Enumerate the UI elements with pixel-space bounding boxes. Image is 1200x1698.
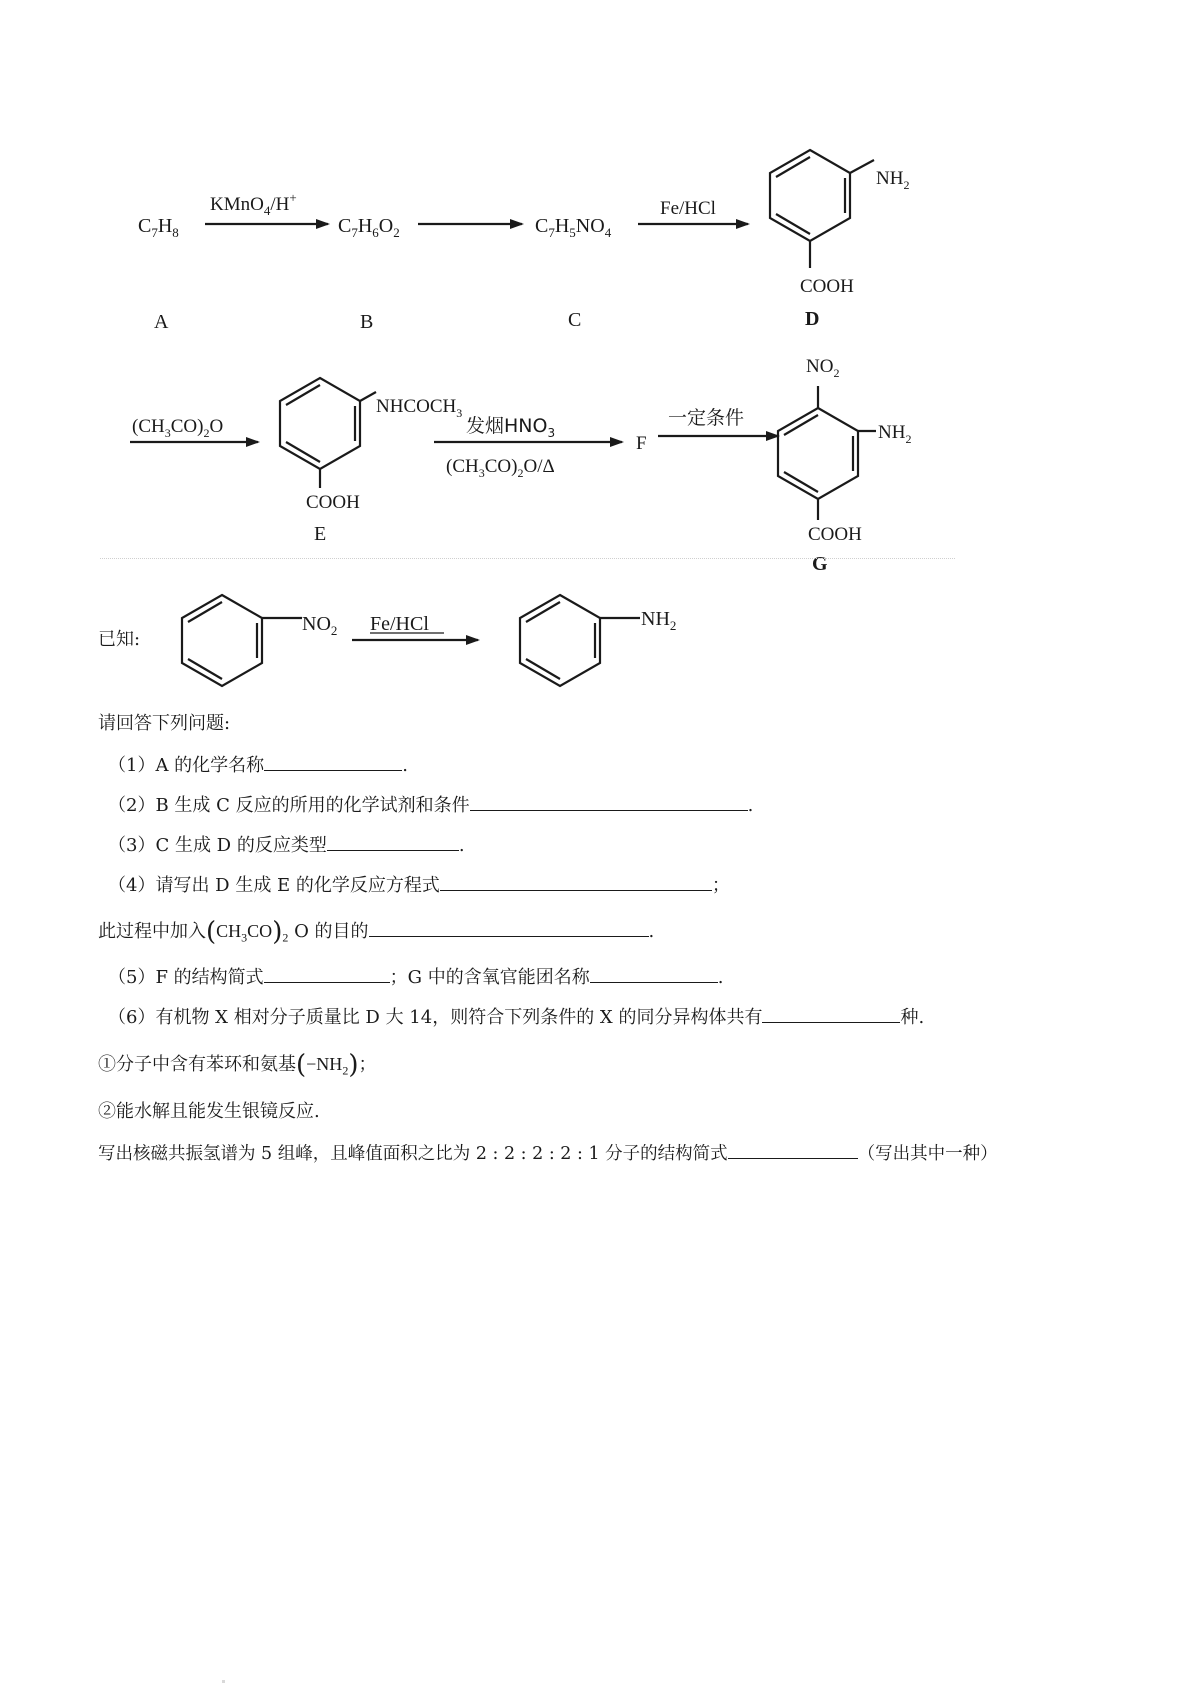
condition-2: ②能水解且能发生银镜反应. <box>98 1101 320 1122</box>
answer-blank-4[interactable] <box>440 872 712 891</box>
separator-line <box>100 558 955 559</box>
answer-blank-4b[interactable] <box>369 918 649 937</box>
synthesis-scheme <box>0 0 1200 720</box>
reagent-kmno4: KMnO$_4$/H+ <box>210 190 297 218</box>
question-4b <box>98 918 654 950</box>
reagent-conditions: 一定条件 <box>668 407 745 429</box>
question-last-suffix: （写出其中一种） <box>857 1144 998 1164</box>
known-no2: $NO_2$ <box>302 613 338 638</box>
compound-d-structure <box>770 150 874 268</box>
question-4-text: （4）请写出 D 生成 E 的化学反应方程式 <box>108 875 440 896</box>
condition-1-group-sub: 2 <box>342 1063 349 1078</box>
compound-e-structure <box>280 378 376 488</box>
compound-c-label: C <box>568 309 582 331</box>
compound-b-label: B <box>360 311 374 333</box>
reagent-fe-hcl-1: Fe/HCl <box>660 198 716 219</box>
compound-b-formula: $C_7H_6O_2$ <box>338 215 400 240</box>
question-4b-formula-sub: 2 <box>282 930 289 945</box>
question-3-text: （3）C 生成 D 的反应类型 <box>108 835 327 856</box>
condition-1-text: ①分子中含有苯环和氨基 <box>98 1054 296 1075</box>
question-1 <box>108 752 408 778</box>
compound-g-label: G <box>812 553 828 575</box>
cond-paren-close: ) <box>348 1050 359 1080</box>
questions-intro: 请回答下列问题: <box>98 713 231 734</box>
compound-g-nh2: $NH_2$ <box>878 422 912 446</box>
question-3 <box>108 832 465 858</box>
known-nitrobenzene-structure <box>182 595 302 686</box>
question-1-suffix: . <box>402 755 408 776</box>
compound-c-formula: $C_7H_5NO_4$ <box>535 215 612 240</box>
question-4b-suffix: . <box>648 921 655 942</box>
compound-e-cooh: COOH <box>306 492 360 513</box>
question-2 <box>108 792 753 818</box>
compound-d-cooh: COOH <box>800 276 854 297</box>
condition-1 <box>98 1052 376 1083</box>
question-4b-after: O 的目的 <box>288 921 369 942</box>
question-5 <box>108 964 724 990</box>
reagent-ac2o-delta: $(CH_3CO)_2O/\Delta$ <box>446 456 555 480</box>
question-3-suffix: . <box>458 835 465 856</box>
compound-a-formula: $C_7H_8$ <box>138 215 179 240</box>
question-4-suffix: ； <box>711 875 730 896</box>
question-last <box>98 1140 998 1166</box>
known-reagent: Fe/HCl <box>370 613 429 635</box>
question-4b-formula: $CH_3CO$ <box>216 921 273 945</box>
question-1-text: （1）A 的化学名称 <box>108 755 265 776</box>
compound-g-no2: $NO_2$ <box>806 356 840 380</box>
condition-1-suffix: ； <box>358 1054 377 1075</box>
question-6-suffix: 种. <box>900 1007 925 1028</box>
compound-d-label: D <box>805 308 820 330</box>
answer-blank-3[interactable] <box>327 832 459 851</box>
question-5-mid: ；G 中的含氧官能团名称 <box>389 967 590 988</box>
compound-f-label: F <box>636 433 647 454</box>
compound-a-label: A <box>154 311 169 333</box>
question-5-text: （5）F 的结构简式 <box>108 967 264 988</box>
compound-g-structure <box>778 386 876 520</box>
cond-paren-open: ( <box>296 1050 307 1080</box>
answer-blank-1[interactable] <box>264 752 402 771</box>
compound-e-nhcoch3: $NHCOCH_3$ <box>376 396 463 420</box>
condition-1-group: −NH <box>306 1054 343 1074</box>
question-last-text: 写出核磁共振氢谱为 5 组峰，且峰值面积之比为 2 : 2 : 2 : 2 : 1 分子的结构简式 <box>98 1144 728 1164</box>
answer-blank-5b[interactable] <box>590 964 718 983</box>
paren-open: ( <box>206 917 217 947</box>
answer-blank-6[interactable] <box>762 1004 900 1023</box>
footer-mark <box>222 1680 225 1683</box>
compound-d-nh2: $NH_2$ <box>876 168 910 192</box>
question-4b-text: 此过程中加入 <box>98 921 206 942</box>
question-6 <box>108 1004 924 1030</box>
question-4 <box>108 872 730 898</box>
compound-e-label: E <box>314 523 327 545</box>
answer-blank-5a[interactable] <box>264 964 390 983</box>
reagent-ac2o-1: $(CH_3CO)_2O$ <box>132 416 224 440</box>
paren-close: ) <box>272 917 283 947</box>
question-5-suffix: . <box>717 967 724 988</box>
answer-blank-last[interactable] <box>728 1140 858 1159</box>
question-2-suffix: . <box>747 795 754 816</box>
known-nh2: $NH_2$ <box>641 608 677 633</box>
question-2-text: （2）B 生成 C 反应的所用的化学试剂和条件 <box>108 795 470 816</box>
known-aniline-structure <box>520 595 640 686</box>
known-label: 已知: <box>98 629 141 650</box>
question-6-text: （6）有机物 X 相对分子质量比 D 大 14，则符合下列条件的 X 的同分异构体共有 <box>108 1007 763 1028</box>
compound-g-cooh: COOH <box>808 524 862 545</box>
reagent-fuming-hno3: 发烟$HNO_3$ <box>466 415 556 440</box>
answer-blank-2[interactable] <box>470 792 748 811</box>
